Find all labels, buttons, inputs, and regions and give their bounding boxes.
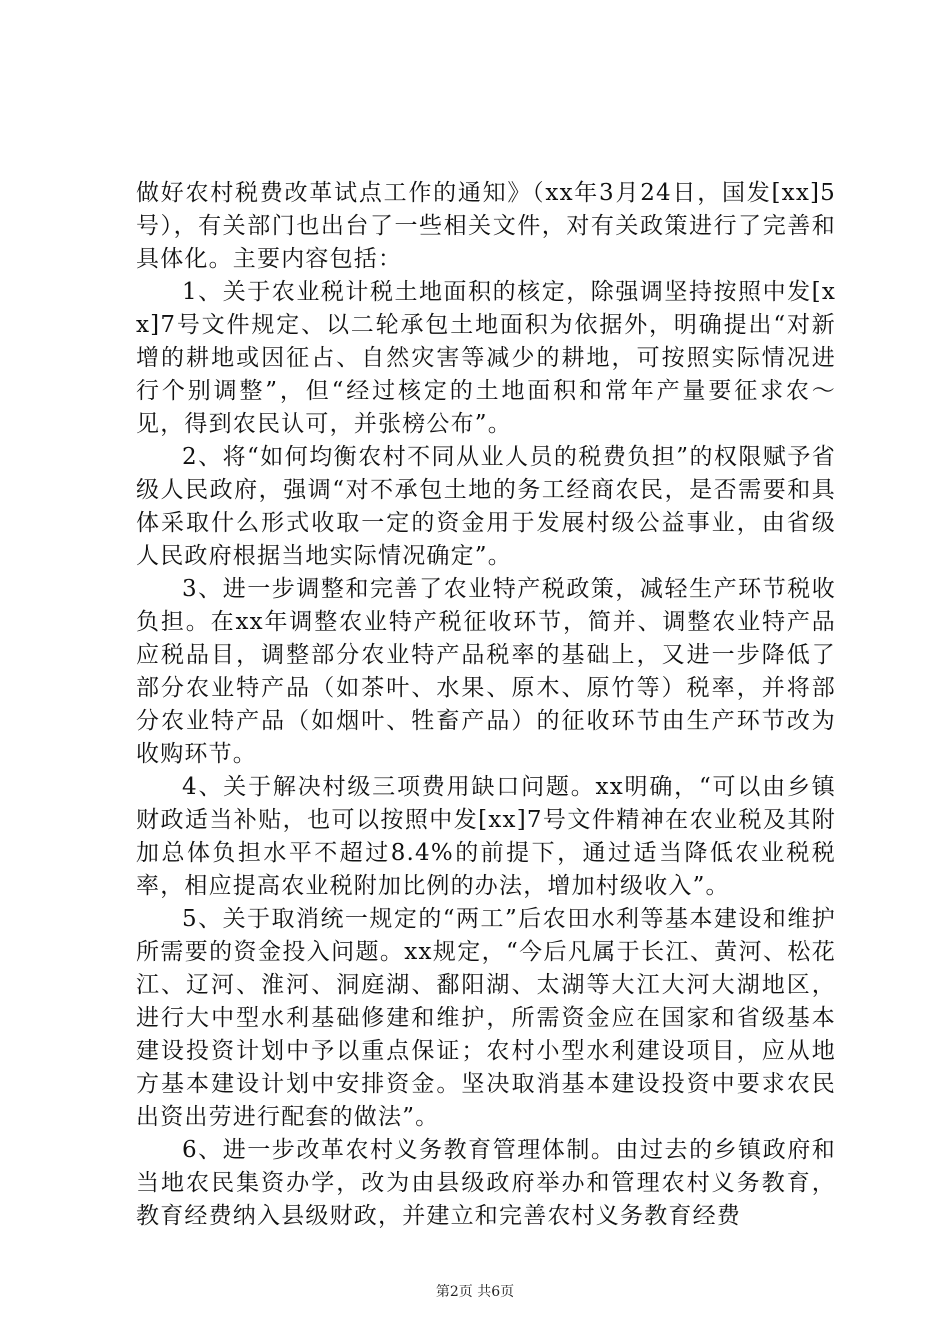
document-body [136, 177, 836, 1233]
paragraph-continuation: 做好农村税费改革试点工作的通知》（xx年3月24日，国发[xx]5号），有关部门也出台了一些相关文件，对有关政策进行了完善和具体化。主要内容包括： [136, 180, 836, 272]
paragraph-item-6: 6、进一步改革农村义务教育管理体制。由过去的乡镇政府和当地农民集资办学，改为由县级政府举办和管理农村义务教育，教育经费纳入县级财政，并建立和完善农村义务教育经费 [136, 1137, 836, 1229]
paragraph-item-2: 2、将“如何均衡农村不同从业人员的税费负担”的权限赋予省级人民政府，强调“对不承包土地的务工经商农民，是否需要和具体采取什么形式收取一定的资金用于发展村级公益事业，由省级人民政府根据当地实际情况确定”。 [136, 444, 836, 569]
page-footer: 第2页 共6页 [435, 1284, 515, 1300]
paragraph-item-5: 5、关于取消统一规定的“两工”后农田水利等基本建设和维护所需要的资金投入问题。xx规定，“今后凡属于长江、黄河、松花江、辽河、淮河、洞庭湖、鄱阳湖、太湖等大江大河大湖地区，进行大中型水利基础修建和维护，所需资金应在国家和省级基本建设投资计划中予以重点保证；农村小型水利建设项目，应从地方基本建设计划中安排资金。坚决取消基本建设投资中要求农民出资出劳进行配套的做法”。 [136, 906, 836, 1130]
paragraph-item-3: 3、进一步调整和完善了农业特产税政策，减轻生产环节税收负担。在xx年调整农业特产税征收环节，简并、调整农业特产品应税品目，调整部分农业特产品税率的基础上，又进一步降低了部分农业特产品（如茶叶、水果、原木、原竹等）税率，并将部分农业特产品（如烟叶、牲畜产品）的征收环节由生产环节改为收购环节。 [136, 576, 836, 767]
paragraph-item-1: 1、关于农业税计税土地面积的核定，除强调坚持按照中发[xx]7号文件规定、以二轮承包土地面积为依据外，明确提出“对新增的耕地或因征占、自然灾害等减少的耕地，可按照实际情况进行个别调整”，但“经过核定的土地面积和常年产量要征求农～见，得到农民认可，并张榜公布”。 [136, 279, 836, 437]
paragraph-item-4: 4、关于解决村级三项费用缺口问题。xx明确，“可以由乡镇财政适当补贴，也可以按照中发[xx]7号文件精神在农业税及其附加总体负担水平不超过8.4%的前提下，通过适当降低农业税税率，相应提高农业税附加比例的办法，增加村级收入”。 [136, 774, 836, 899]
